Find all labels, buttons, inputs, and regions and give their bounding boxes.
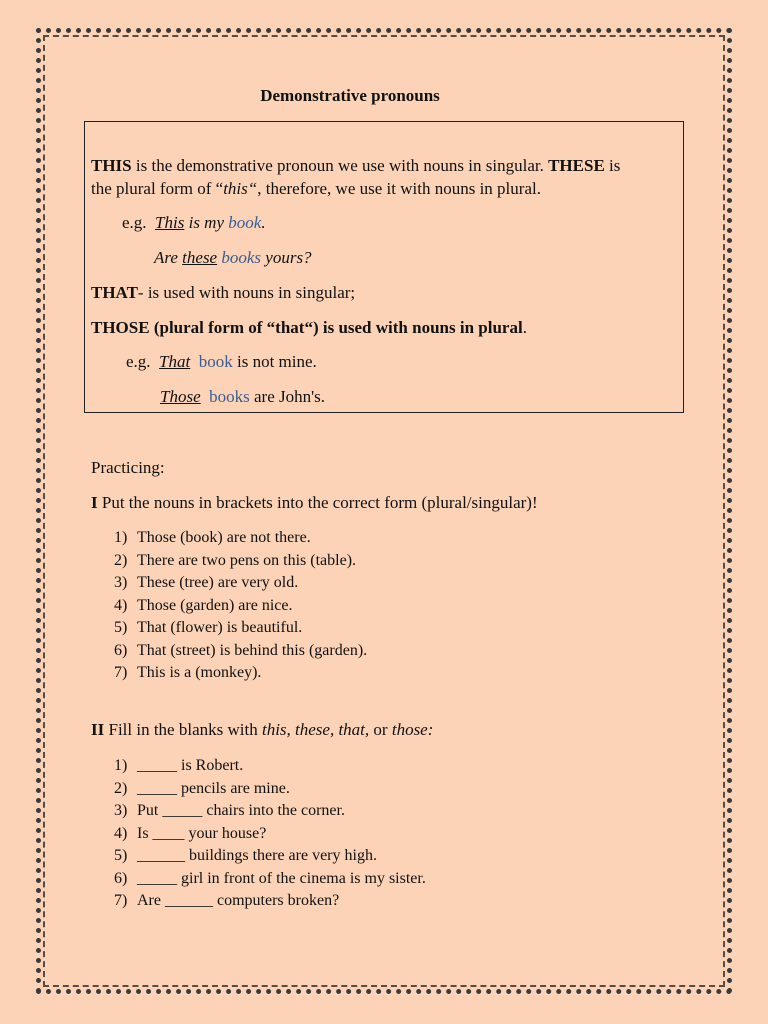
example-1 xyxy=(122,213,266,233)
rule-text: - is used with nouns in singular; xyxy=(137,283,356,302)
example-pronoun: these xyxy=(182,248,218,267)
list-item-text: ______ buildings there are very high. xyxy=(137,847,377,864)
task-2-instruction xyxy=(91,720,433,740)
practicing-heading: Practicing: xyxy=(91,458,165,477)
list-item: 5) ______ buildings there are very high. xyxy=(114,845,426,868)
example-noun: book xyxy=(198,352,233,371)
example-4 xyxy=(160,387,325,407)
list-item: 1) Those (book) are not there. xyxy=(114,527,367,550)
task-text: or xyxy=(369,720,392,739)
example-text: is my xyxy=(184,213,229,232)
keyword-this: THIS xyxy=(91,156,132,175)
page-title: Demonstrative pronouns xyxy=(260,86,440,105)
task-text: Fill in the blanks with xyxy=(104,720,262,739)
example-pronoun: That xyxy=(159,352,191,371)
task-number: I xyxy=(91,493,98,512)
example-2 xyxy=(154,248,312,268)
list-item: 3) Put _____ chairs into the corner. xyxy=(114,800,426,823)
list-item: 6) _____ girl in front of the cinema is my sister. xyxy=(114,868,426,891)
keyword-those: THOSE (plural form of “that“) is used with nouns in plural xyxy=(91,318,523,337)
example-noun: books xyxy=(221,248,262,267)
list-item-text: These (tree) are very old. xyxy=(137,574,299,591)
list-item-text: There are two pens on this (table). xyxy=(137,551,357,569)
rule-text: is xyxy=(604,156,621,175)
task-1-instruction xyxy=(91,493,538,513)
list-item: 7) Are ______ computers broken? xyxy=(114,890,426,913)
list-item: 5) That (flower) is beautiful. xyxy=(114,617,367,640)
example-noun: books xyxy=(209,387,250,406)
list-item-text: _____ girl in front of the cinema is my sister. xyxy=(137,869,426,887)
list-item-text: Are ______ computers broken? xyxy=(137,892,340,909)
example-text: Are xyxy=(154,248,183,267)
list-item-text: That (flower) is beautiful. xyxy=(137,619,303,636)
list-item-text: _____ pencils are mine. xyxy=(137,779,290,797)
list-item-text: Those (book) are not there. xyxy=(137,529,311,546)
task-1-list xyxy=(114,527,367,685)
example-noun: book xyxy=(228,213,262,232)
rule-that xyxy=(91,283,355,303)
task-options: this, these, that, xyxy=(261,720,370,739)
example-text: yours? xyxy=(261,248,312,267)
list-item: 7) This is a (monkey). xyxy=(114,662,367,685)
rule-line-2 xyxy=(91,179,541,199)
list-item-text: _____ is Robert. xyxy=(137,757,244,774)
list-item-text: This is a (monkey). xyxy=(137,664,262,681)
rule-text: . xyxy=(522,318,527,337)
eg-label: e.g. xyxy=(122,213,147,232)
list-item: 2) There are two pens on this (table). xyxy=(114,550,367,573)
example-text: are John's. xyxy=(249,387,326,406)
example-pronoun: This xyxy=(155,213,185,232)
list-item: 3) These (tree) are very old. xyxy=(114,572,367,595)
list-item: 6) That (street) is behind this (garden). xyxy=(114,640,367,663)
rule-text: is the demonstrative pronoun we use with nouns in singular. xyxy=(131,156,549,175)
rule-text: , therefore, we use it with nouns in plural. xyxy=(257,179,541,198)
list-item-text: That (street) is behind this (garden). xyxy=(137,641,368,659)
list-item-text: Put _____ chairs into the corner. xyxy=(137,802,345,819)
list-item: 2) _____ pencils are mine. xyxy=(114,778,426,801)
quote: “ xyxy=(247,179,258,198)
task-2-list xyxy=(114,755,426,913)
list-item-text: Is ____ your house? xyxy=(137,824,267,842)
rule-those xyxy=(91,318,527,338)
example-text: is not mine. xyxy=(232,352,317,371)
italic-this: this xyxy=(223,179,248,198)
keyword-these: THESE xyxy=(548,156,605,175)
list-item-text: Those (garden) are nice. xyxy=(137,596,293,614)
eg-label: e.g. xyxy=(126,352,151,371)
task-options: those: xyxy=(391,720,434,739)
task-text: Put the nouns in brackets into the correct form (plural/singular)! xyxy=(97,493,538,512)
keyword-that: THAT xyxy=(91,283,138,302)
list-item: 1) _____ is Robert. xyxy=(114,755,426,778)
task-number: II xyxy=(91,720,105,739)
rule-line-1 xyxy=(91,156,620,176)
rule-text: the plural form of “ xyxy=(91,179,224,198)
example-pronoun: Those xyxy=(160,387,201,406)
list-item: 4) Is ____ your house? xyxy=(114,823,426,846)
example-text: . xyxy=(261,213,266,232)
example-3 xyxy=(126,352,317,372)
list-item: 4) Those (garden) are nice. xyxy=(114,595,367,618)
